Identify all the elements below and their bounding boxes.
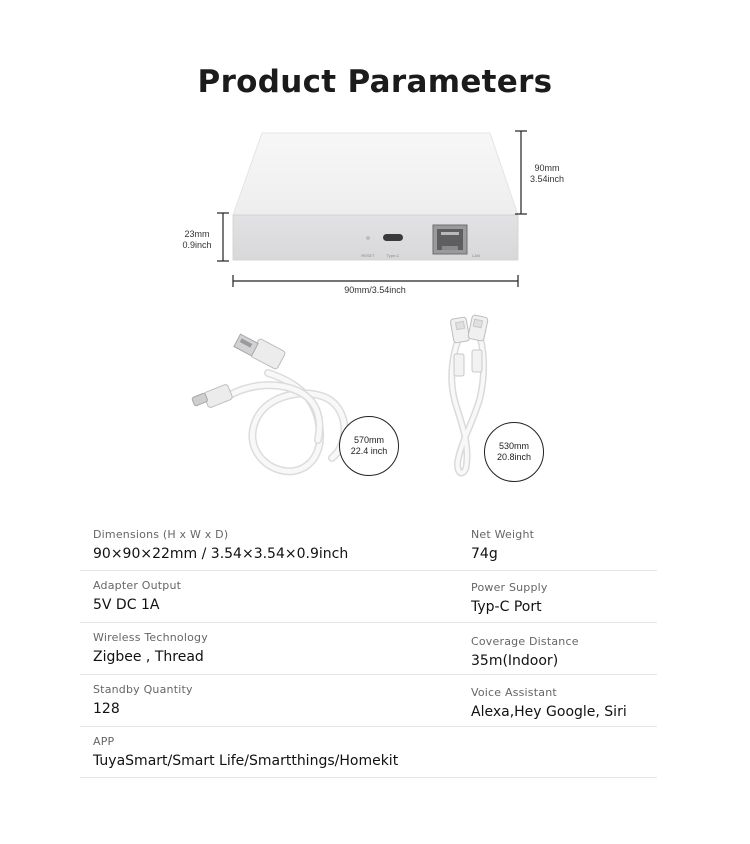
spec-label: Coverage Distance [471, 635, 579, 648]
spec-label: APP [93, 735, 115, 748]
spec-label: Standby Quantity [93, 683, 193, 696]
lan-cable-boot [454, 354, 464, 376]
usb-cable [225, 373, 345, 471]
spec-value: 128 [93, 701, 120, 717]
usb-length-label [351, 435, 388, 457]
spec-value: 74g [471, 546, 498, 562]
spec-voice-assistant [471, 686, 627, 720]
usb-length-bubble [339, 416, 399, 476]
lan-length-inch: 20.8inch [496, 452, 532, 462]
usb-length-mm: 570mm [353, 435, 384, 445]
spec-dimensions [93, 528, 348, 562]
rj45-plug-left [450, 317, 470, 343]
width-label: 90mm/3.54inch [344, 285, 406, 295]
height-label [175, 229, 219, 251]
spec-value: Typ-C Port [471, 599, 542, 615]
spec-coverage-distance [471, 635, 579, 669]
typec-port [383, 234, 403, 241]
spec-label: Adapter Output [93, 579, 182, 592]
spec-label: Voice Assistant [471, 686, 557, 699]
lan-label: LAN [472, 253, 480, 258]
reset-hole [366, 236, 370, 240]
row-divider [80, 622, 657, 623]
lan-length-mm: 530mm [498, 441, 529, 451]
row-divider [80, 726, 657, 727]
row-divider [80, 570, 657, 571]
depth-mm: 90mm [534, 163, 560, 173]
spec-net-weight [471, 528, 534, 562]
spec-value: 90×90×22mm / 3.54×3.54×0.9inch [93, 546, 349, 562]
spec-value: 35m(Indoor) [471, 653, 559, 669]
spec-adapter-output [93, 579, 181, 613]
spec-value: TuyaSmart/Smart Life/Smartthings/Homekit [93, 753, 399, 769]
depth-inch: 3.54inch [529, 174, 565, 184]
page-title: Product Parameters [197, 64, 553, 100]
spec-power-supply [471, 581, 548, 615]
depth-label [524, 163, 570, 185]
usb-length-inch: 22.4 inch [350, 446, 388, 456]
lan-length-label [497, 441, 531, 463]
row-divider [80, 674, 657, 675]
height-mm: 23mm [184, 229, 210, 239]
spec-value: 5V DC 1A [93, 597, 160, 613]
spec-label: Wireless Technology [93, 631, 208, 644]
spec-value: Zigbee , Thread [93, 649, 204, 665]
hub-top-surface [233, 133, 518, 215]
height-inch: 0.9inch [182, 240, 212, 250]
spec-label: Dimensions (H x W x D) [93, 528, 229, 541]
lan-cable-boot [472, 350, 482, 372]
lan-length-bubble [484, 422, 544, 482]
spec-label: Power Supply [471, 581, 548, 594]
usb-c-plug [192, 384, 233, 409]
typec-label: Type-C [386, 253, 400, 258]
reset-label: RESET [361, 253, 375, 258]
row-divider [80, 777, 657, 778]
spec-label: Net Weight [471, 528, 535, 541]
usb-a-plug [234, 334, 286, 370]
spec-app [93, 735, 398, 769]
spec-standby-quantity [93, 683, 193, 717]
spec-value: Alexa,Hey Google, Siri [471, 704, 627, 720]
rj45-plug-right [468, 315, 489, 342]
spec-wireless-technology [93, 631, 208, 665]
